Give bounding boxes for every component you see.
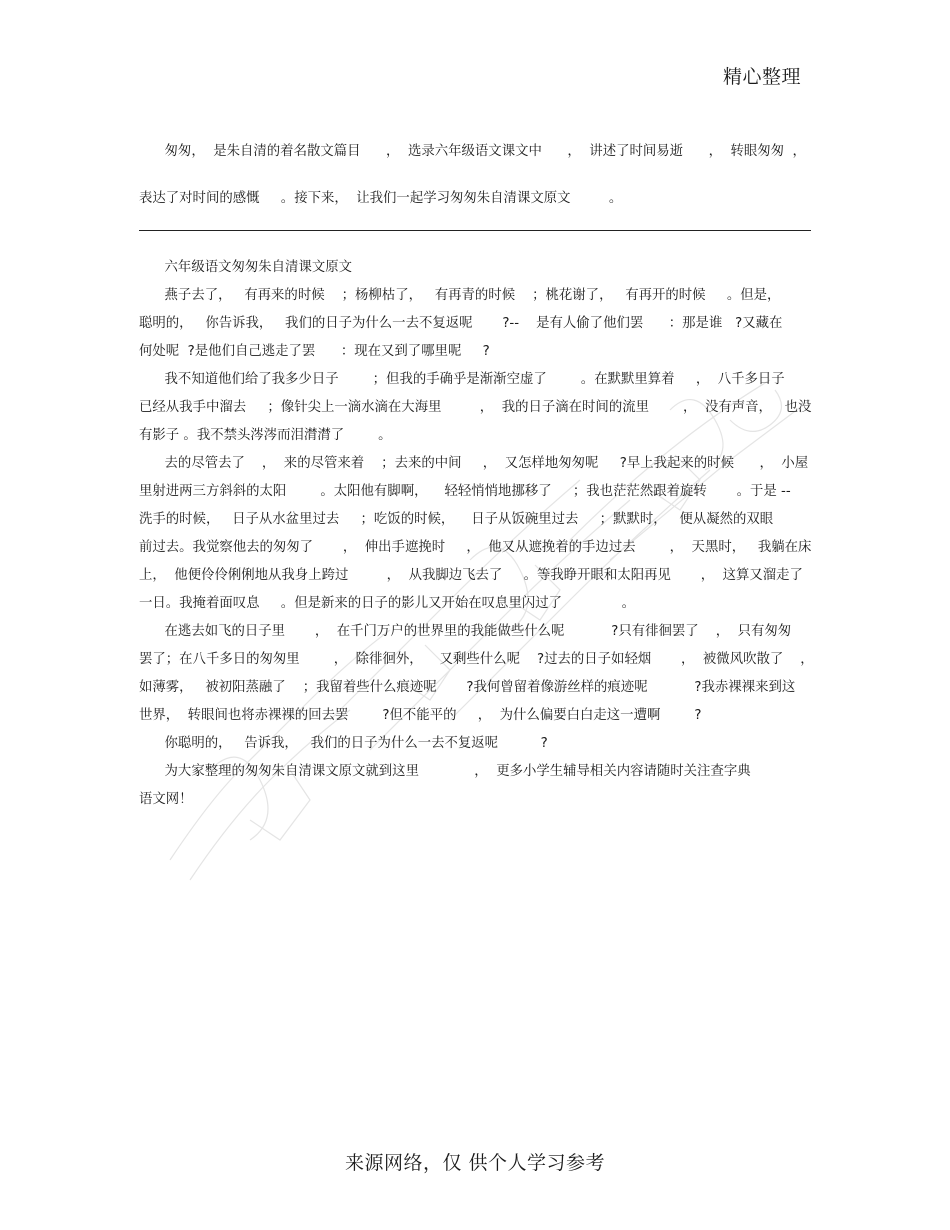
intro-line: 表达了对时间的感慨 。接下来， 让我们一起学习匆匆朱自清课文原文 。: [139, 191, 623, 206]
text-line: 去的尽管去了 ， 来的尽管来着 ；去来的中间 ， 又怎样地匆匆呢 ?早上我起来的时候 ， 小屋: [139, 456, 809, 471]
text-line: 已经从我手中溜去 ；像针尖上一滴水滴在大海里 ， 我的日子滴在时间的流里 ， 没有声音， 也没: [139, 400, 812, 415]
text-line: 语文网！: [139, 792, 193, 807]
text-line: 洗手的时候， 日子从水盆里过去 ；吃饭的时候， 日子从饭碗里过去 ；默默时， 便从凝然的双眼: [139, 512, 774, 527]
text-line: 罢了；在八千多日的匆匆里 ， 除徘徊外， 又剩些什么呢 ?过去的日子如轻烟 ， 被微风吹散了 ，: [139, 652, 814, 667]
intro-paragraph: [139, 128, 819, 222]
article-body: [139, 254, 814, 814]
text-line: 世界， 转眼间也将赤裸裸的回去罢 ?但不能平的 ， 为什么偏要白白走这一遭啊 ?: [139, 708, 702, 723]
text-line: 何处呢 ?是他们自己逃走了罢 ：现在又到了哪里呢 ?: [139, 344, 490, 359]
text-line: 我不知道他们给了我多少日子 ；但我的手确乎是渐渐空虚了 。在默默里算着 ， 八千多日子: [139, 372, 785, 387]
footer-note: 来源网络，仅 供个人学习参考: [344, 1152, 606, 1174]
header-title: 精心整理: [723, 66, 802, 88]
text-line: 你聪明的， 告诉我， 我们的日子为什么一去不复返呢 ?: [139, 736, 548, 751]
text-line: 有影子 。我不禁头涔涔而泪潸潸了 。: [139, 428, 392, 443]
text-line: 里射进两三方斜斜的太阳 。太阳他有脚啊， 轻轻悄悄地挪移了 ；我也茫茫然跟着旋转 。于是 --: [139, 484, 791, 499]
text-line: 上， 他便伶伶俐俐地从我身上跨过 ， 从我脚边飞去了 。等我睁开眼和太阳再见 ， 这算又溜走了: [139, 568, 803, 583]
text-line: 一日。我掩着面叹息 。但是新来的日子的影儿又开始在叹息里闪过了 。: [139, 596, 635, 611]
text-line: 聪明的， 你告诉我， 我们的日子为什么一去不复返呢 ?-- 是有人偷了他们罢 ：那是谁 ?又藏在: [139, 316, 783, 331]
intro-line: 匆匆， 是朱自清的着名散文篇目 ， 选录六年级语文课文中 ， 讲述了时间易逝 ， 转眼匆匆 ，: [139, 144, 806, 159]
text-line: 如薄雾， 被初阳蒸融了 ；我留着些什么痕迹呢 ?我何曾留着像游丝样的痕迹呢 ?我赤裸裸来到这: [139, 680, 796, 695]
text-line: 在逃去如飞的日子里 ， 在千门万户的世界里的我能做些什么呢 ?只有徘徊罢了 ， 只有匆匆: [139, 624, 792, 639]
text-line: 前过去。我觉察他去的匆匆了 ， 伸出手遮挽时 ， 他又从遮挽着的手边过去 ， 天黑时， 我躺在床: [139, 540, 812, 555]
text-line: 为大家整理的匆匆朱自清课文原文就到这里 ， 更多小学生辅导相关内容请随时关注查字典: [139, 764, 751, 779]
text-line: 燕子去了， 有再来的时候 ；杨柳枯了， 有再青的时候 ；桃花谢了， 有再开的时候 。但是，: [139, 288, 781, 303]
article-heading: 六年级语文匆匆朱自清课文原文: [139, 260, 353, 275]
divider-rule: [139, 230, 811, 231]
